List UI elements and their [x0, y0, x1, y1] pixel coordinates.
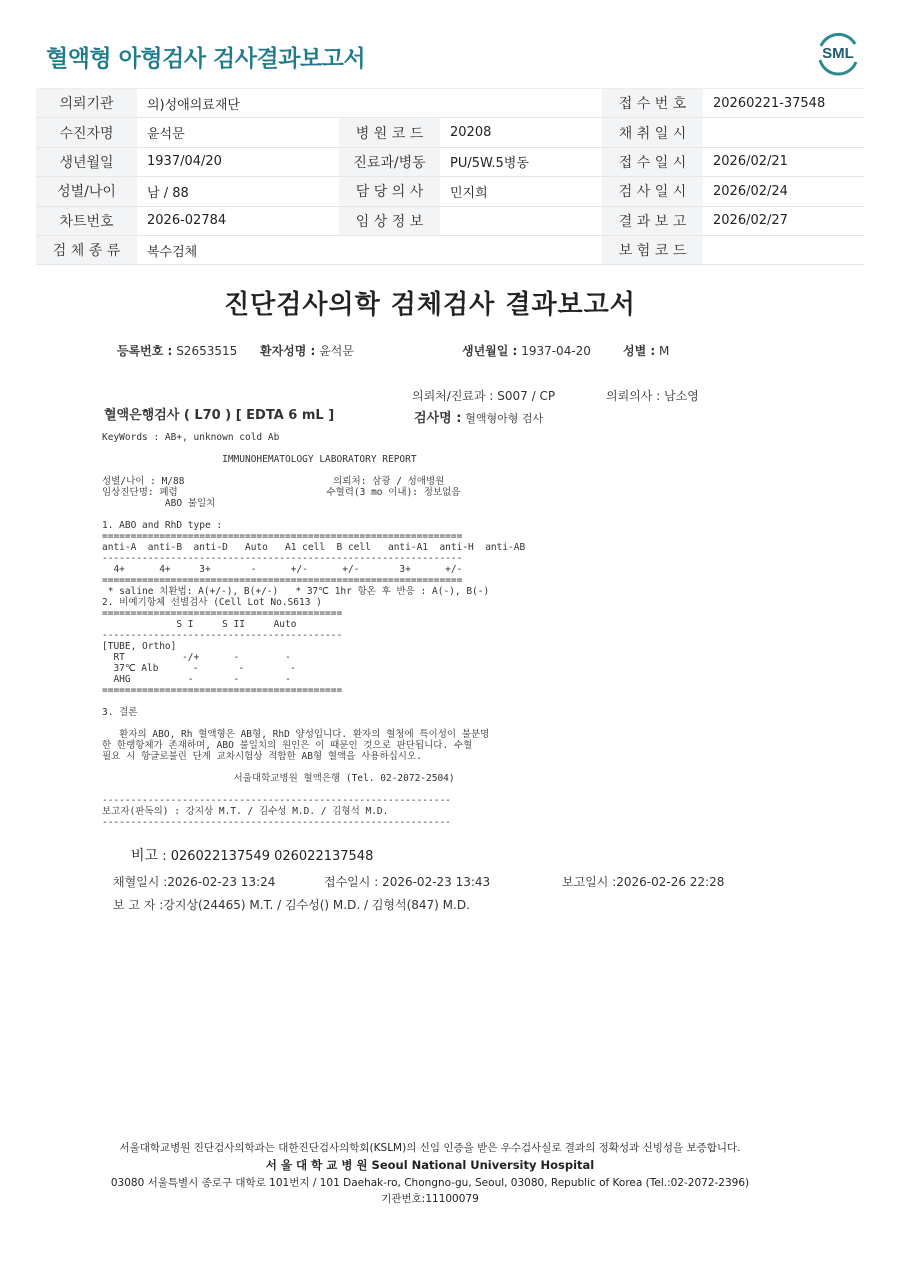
report-text-line: =============================================================== — [102, 531, 463, 542]
header-info-table — [36, 88, 864, 265]
header-row — [36, 235, 864, 264]
report-text-line: 필요 시 항글로불린 단계 교차시험상 적합한 AB형 혈액을 사용하십시오. — [102, 751, 422, 762]
footer-hospital-name: 서 울 대 학 교 병 원 Seoul National University Hospital — [265, 1158, 595, 1172]
reporter: 보 고 자 :강지상(24465) M.T. / 김수성() M.D. / 김형석(847) M.D. — [113, 898, 470, 912]
header-label: 수진자명 — [36, 118, 137, 147]
report-text-line: ------------------------------------------------------------- — [102, 795, 451, 806]
page-title: 혈액형 아형검사 검사결과보고서 — [46, 46, 366, 72]
report-text-line: ========================================== — [102, 685, 343, 696]
report-text-line: 서울대학교병원 혈액은행 (Tel. 02-2072-2504) — [102, 773, 455, 784]
header-label: 성별/나이 — [36, 177, 137, 206]
header-label: 진료과/병동 — [339, 147, 440, 176]
footer-org-number: 기관번호:11100079 — [381, 1193, 479, 1205]
test-name: 검사명 : 혈액형아형 검사 — [414, 411, 544, 426]
header-value — [703, 235, 864, 264]
report-text-line: 환자의 ABO, Rh 혈액형은 AB형, RhD 양성입니다. 환자의 혈청에 특이성이 불분명 — [102, 729, 490, 740]
requesting-dept: 의뢰처/진료과 : S007 / CP — [412, 389, 556, 403]
header-value: 2026/02/27 — [703, 206, 864, 235]
report-text-line: S I S II Auto — [102, 619, 297, 630]
report-text-line: --------------------------------------------------------------- — [102, 553, 463, 564]
header-value: 남 / 88 — [137, 177, 339, 206]
header-label: 병 원 코 드 — [339, 118, 440, 147]
report-text-line: [TUBE, Ortho] — [102, 641, 177, 652]
header-label: 채 취 일 시 — [602, 118, 703, 147]
report-text-line: ------------------------------------------------------------- — [102, 817, 451, 828]
report-text-line: ------------------------------------------ — [102, 630, 343, 641]
header-value: 2026-02784 — [137, 206, 339, 235]
footer-address: 03080 서울특별시 종로구 대학로 101번지 / 101 Daehak-ro, Chongno-gu, Seoul, 03080, Republic of Korea (Tel.:02-2072-2396) — [110, 1177, 750, 1189]
patient-name: 환자성명 : 윤석문 — [260, 344, 354, 358]
header-value — [440, 89, 602, 118]
header-value — [703, 118, 864, 147]
header-value: 윤석문 — [137, 118, 339, 147]
report-text-line: 보고자(판독의) : 강지상 M.T. / 김수성 M.D. / 김형석 M.D. — [102, 806, 389, 817]
immunohematology-report-text — [102, 432, 525, 828]
report-text-line: 성별/나이 : M/88 의뢰처: 삼광 / 성애병원 — [102, 476, 445, 487]
header-label: 접 수 일 시 — [602, 147, 703, 176]
header-row — [36, 147, 864, 176]
header-label: 생년월일 — [36, 147, 137, 176]
header-value — [440, 206, 602, 235]
header-row — [36, 206, 864, 235]
footer-certification: 서울대학교병원 진단검사의학과는 대한진단검사의학회(KSLM)의 신임 인증을 받은 우수검사실로 결과의 정확성과 신빙성을 보증합니다. — [119, 1142, 741, 1154]
svg-text:SML: SML — [822, 45, 854, 62]
header-label: 접 수 번 호 — [602, 89, 703, 118]
header-row — [36, 89, 864, 118]
header-label: 임 상 정 보 — [339, 206, 440, 235]
header-value: 1937/04/20 — [137, 147, 339, 176]
report-text-line: ========================================== — [102, 608, 343, 619]
header-row — [36, 177, 864, 206]
report-text-line: * saline 치환법: A(+/-), B(+/-) * 37℃ 1hr 항온 후 반응 : A(-), B(-) — [102, 586, 490, 597]
report-text-line — [102, 443, 525, 454]
report-text-line: 한 한랭항체가 존재하며, ABO 불일치의 원인은 이 때문인 것으로 판단됩니다. 수혈 — [102, 740, 473, 751]
header-label: 검 체 종 류 — [36, 235, 137, 264]
report-text-line — [102, 509, 525, 520]
receipt-datetime: 접수일시 : 2026-02-23 13:43 — [324, 875, 491, 889]
report-text-line: 4+ 4+ 3+ - +/- +/- 3+ +/- — [102, 564, 463, 575]
header-label: 의뢰기관 — [36, 89, 137, 118]
report-text-line: KeyWords : AB+, unknown cold Ab — [102, 432, 280, 443]
header-value: 2026/02/21 — [703, 147, 864, 176]
header-label — [339, 89, 440, 118]
header-value: PU/5W.5병동 — [440, 147, 602, 176]
header-value: 2026/02/24 — [703, 177, 864, 206]
requesting-doctor: 의뢰의사 : 남소영 — [606, 389, 699, 403]
report-text-line: 37℃ Alb - - - — [102, 663, 296, 674]
birth-date: 생년월일 : 1937-04-20 — [462, 344, 591, 358]
header-value: 20260221-37548 — [703, 89, 864, 118]
report-text-line — [102, 784, 525, 795]
header-label — [339, 235, 440, 264]
header-value — [440, 235, 602, 264]
report-text-line — [102, 762, 525, 773]
report-text-line: ABO 불일치 — [102, 498, 216, 509]
report-text-line: =============================================================== — [102, 575, 463, 586]
header-label: 보 험 코 드 — [602, 235, 703, 264]
header-value: 의)성애의료재단 — [137, 89, 339, 118]
header-label: 결 과 보 고 — [602, 206, 703, 235]
report-text-line: 3. 결론 — [102, 707, 138, 718]
report-text-line — [102, 718, 525, 729]
sml-logo — [815, 30, 861, 76]
header-label: 검 사 일 시 — [602, 177, 703, 206]
header-label: 차트번호 — [36, 206, 137, 235]
header-row — [36, 118, 864, 147]
header-value: 20208 — [440, 118, 602, 147]
registration-number: 등록번호 : S2653515 — [117, 344, 238, 358]
report-text-line — [102, 465, 525, 476]
sex: 성별 : M — [623, 344, 670, 358]
report-text-line: AHG - - - — [102, 674, 291, 685]
report-main-title: 진단검사의학 검체검사 결과보고서 — [224, 290, 636, 320]
test-group: 혈액은행검사 ( L70 ) [ EDTA 6 mL ] — [104, 408, 335, 423]
collection-datetime: 채혈일시 :2026-02-23 13:24 — [113, 875, 276, 889]
report-datetime: 보고일시 :2026-02-26 22:28 — [562, 875, 725, 889]
remark: 비고 : 026022137549 026022137548 — [131, 848, 374, 864]
report-text-line: 1. ABO and RhD type : — [102, 520, 223, 531]
report-text-line: 임상진단명: 폐렴 수혈력(3 mo 이내): 정보없음 — [102, 487, 461, 498]
header-label: 담 당 의 사 — [339, 177, 440, 206]
report-text-line — [102, 696, 525, 707]
header-value: 민지희 — [440, 177, 602, 206]
report-text-line: IMMUNOHEMATOLOGY LABORATORY REPORT — [102, 454, 417, 465]
report-text-line: 2. 비예기항체 선별검사 (Cell Lot No.S613 ) — [102, 597, 322, 608]
report-text-line: RT -/+ - - — [102, 652, 291, 663]
report-text-line: anti-A anti-B anti-D Auto A1 cell B cell anti-A1 anti-H anti-AB — [102, 542, 526, 553]
header-value: 복수검체 — [137, 235, 339, 264]
